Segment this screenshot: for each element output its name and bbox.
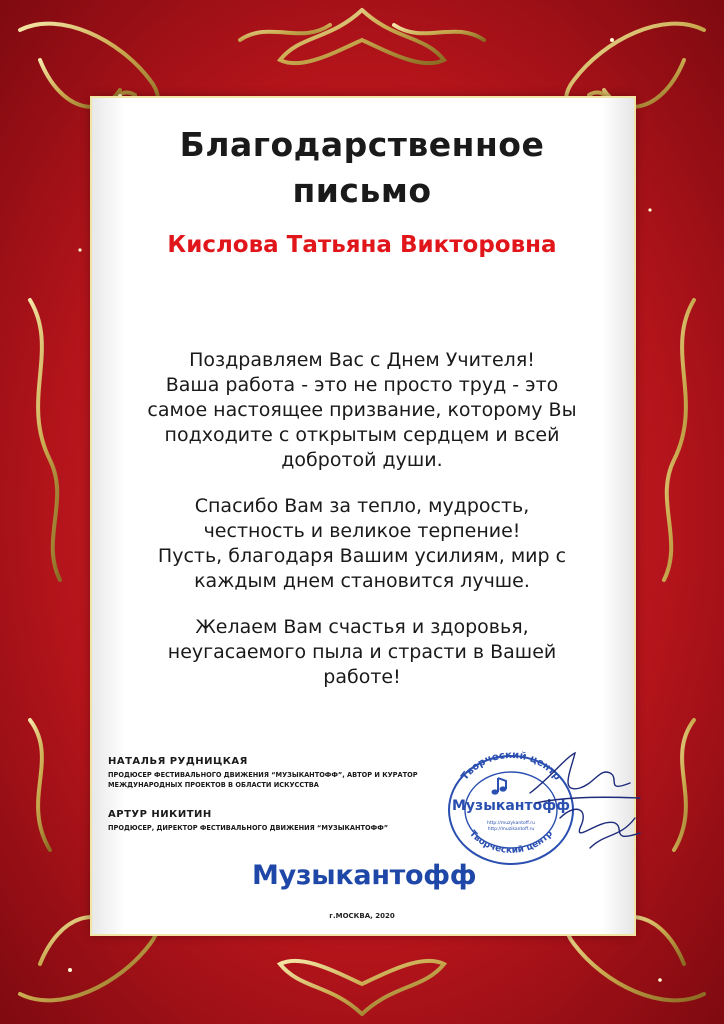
title-line-1: Благодарственное — [179, 125, 545, 164]
signatory-name: НАТАЛЬЯ РУДНИЦКАЯ — [108, 756, 248, 767]
text-line: Спасибо Вам за тепло, мудрость, — [194, 495, 530, 517]
role-line: МЕЖДУНАРОДНЫХ ПРОЕКТОВ В ОБЛАСТИ ИСКУССТВА — [108, 781, 319, 789]
text-line: добротой души. — [281, 449, 443, 471]
brand-logo: Музыкантофф — [252, 860, 477, 891]
text-line: самое настоящее призвание, которому Вы — [147, 399, 577, 421]
paragraph-wishes — [112, 615, 612, 690]
title-line-2: письмо — [292, 171, 432, 210]
stamp-center-text: Музыкантофф — [452, 798, 570, 814]
stamp-bottom-text: Творческий центр — [467, 828, 555, 856]
text-line: Ваша работа - это не просто труд - это — [165, 374, 559, 396]
stamp-top-text: Творческий центр — [459, 749, 563, 783]
recipient-name: Кислова Татьяна Викторовна — [167, 232, 557, 258]
letter-body — [112, 348, 612, 711]
role-line: ПРОДЮСЕР ФЕСТИВАЛЬНОГО ДВИЖЕНИЯ “МУЗЫКАНТОФФ”, АВТОР И КУРАТОР — [108, 771, 418, 779]
page-title — [0, 122, 724, 214]
stamp-url-1: http://muzykantoff.ru — [487, 821, 535, 826]
text-line: неугасаемого пыла и страсти в Вашей — [167, 641, 557, 663]
text-line: Желаем Вам счастья и здоровья, — [195, 616, 529, 638]
paragraph-thanks — [112, 494, 612, 594]
text-line: Пусть, благодаря Вашим усилиям, мир с — [157, 545, 567, 567]
text-line: Поздравляем Вас с Днем Учителя! — [189, 349, 535, 371]
signatory-name: АРТУР НИКИТИН — [108, 809, 212, 820]
text-line: честность и великое терпение! — [203, 520, 521, 542]
paragraph-congrats — [112, 348, 612, 473]
text-line: работе! — [323, 666, 401, 688]
city-year: г.МОСКВА, 2020 — [329, 912, 395, 920]
text-line: каждым днем становится лучше. — [194, 570, 530, 592]
role-line: ПРОДЮСЕР, ДИРЕКТОР ФЕСТИВАЛЬНОГО ДВИЖЕНИЯ “МУЗЫКАНТОФФ” — [108, 824, 389, 832]
signature-scribble — [520, 748, 650, 858]
text-line: подходите с открытым сердцем и всей — [164, 424, 560, 446]
stamp-url-2: http://muzikantoff.ru — [487, 827, 535, 832]
